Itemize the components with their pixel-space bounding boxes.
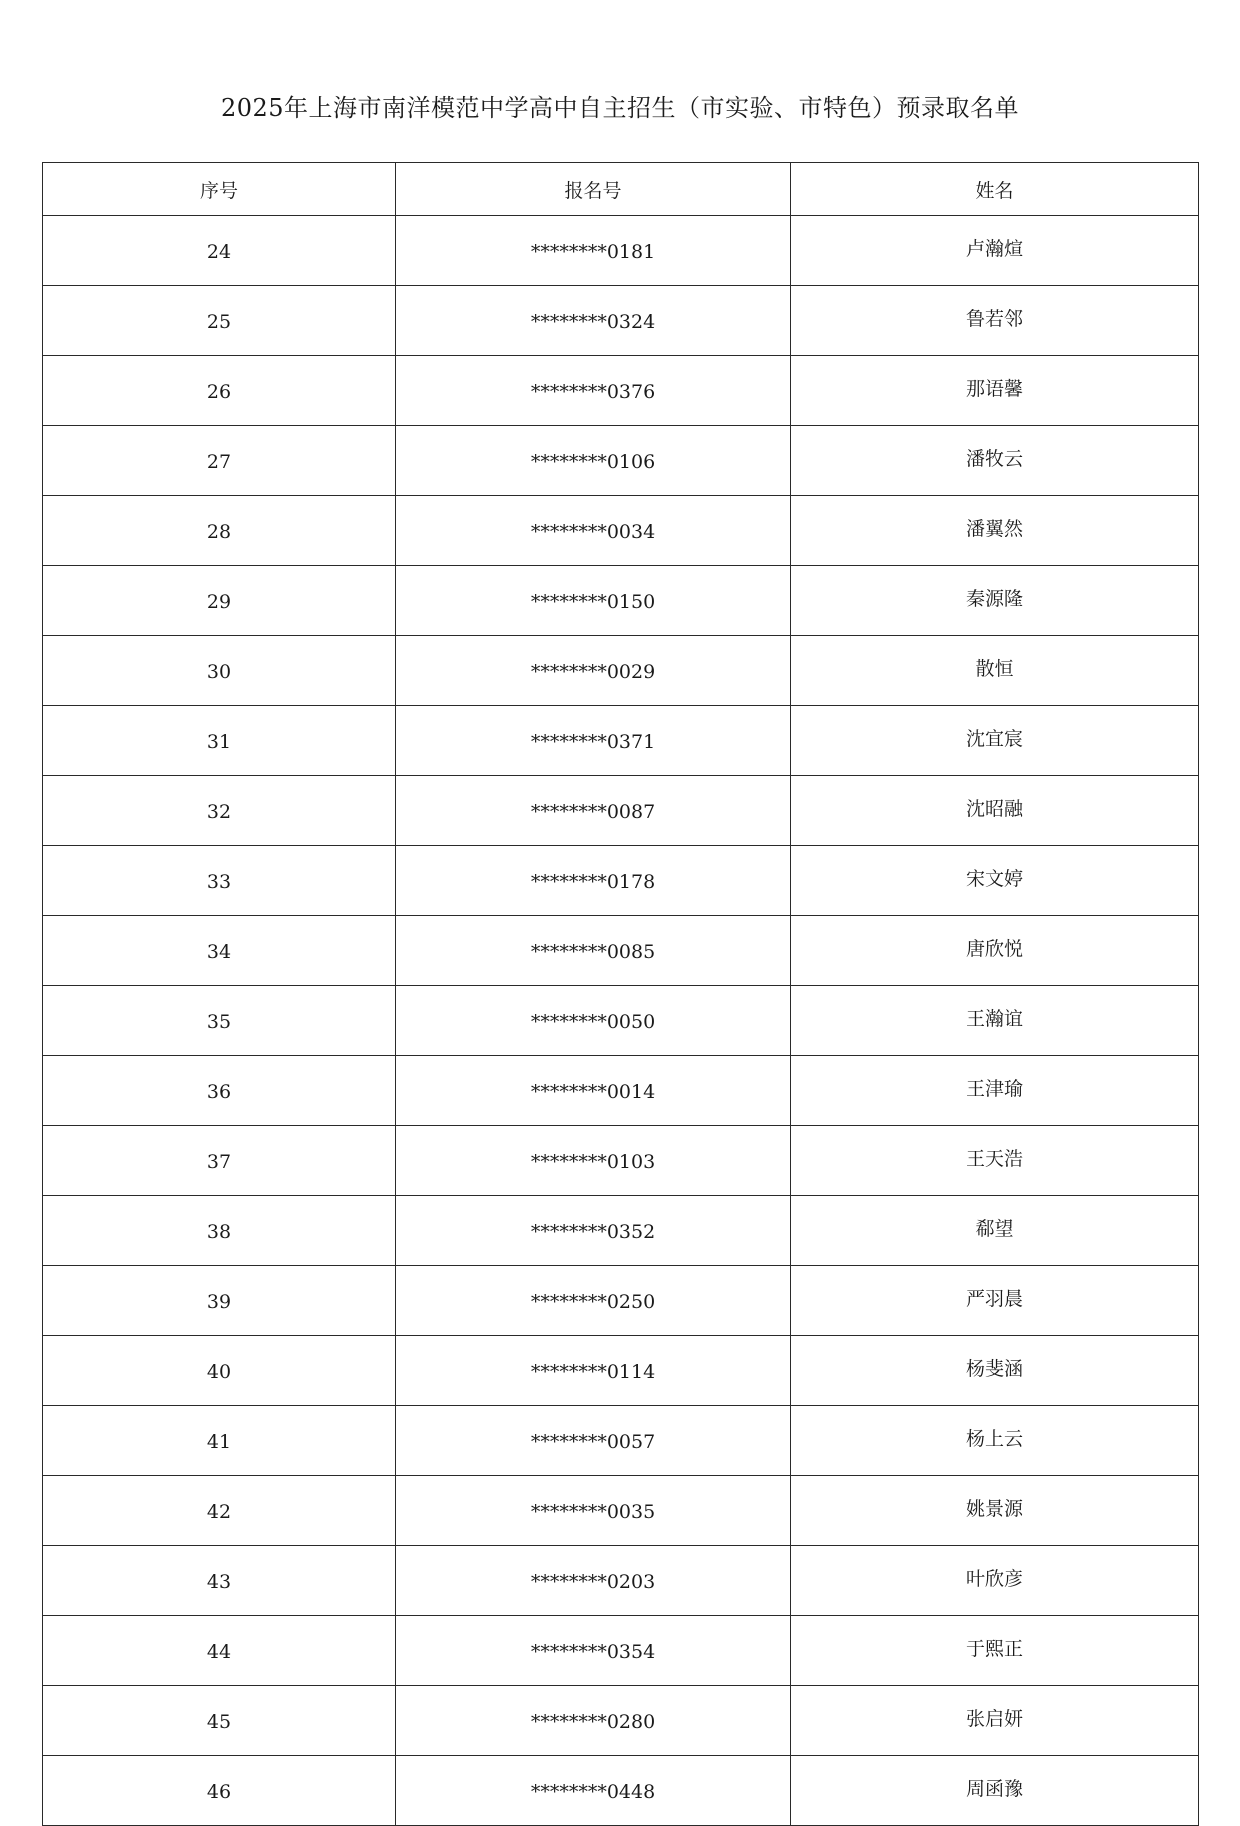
registration-number-cell: ********0035 (396, 1476, 791, 1546)
table-header-row (43, 163, 1199, 216)
serial-cell: 34 (43, 916, 396, 986)
name-cell: 唐欣悦 (791, 916, 1199, 986)
table-row (43, 706, 1199, 776)
table-row (43, 776, 1199, 846)
name-cell: 于熙正 (791, 1616, 1199, 1686)
registration-number-cell: ********0203 (396, 1546, 791, 1616)
name-cell: 沈宜宸 (791, 706, 1199, 776)
serial-cell: 38 (43, 1196, 396, 1266)
registration-number-cell: ********0181 (396, 216, 791, 286)
registration-number-cell: ********0324 (396, 286, 791, 356)
serial-cell: 32 (43, 776, 396, 846)
registration-number-cell: ********0057 (396, 1406, 791, 1476)
table-row (43, 426, 1199, 496)
serial-cell: 29 (43, 566, 396, 636)
serial-cell: 28 (43, 496, 396, 566)
table-row (43, 1476, 1199, 1546)
registration-number-cell: ********0034 (396, 496, 791, 566)
admission-list-table (42, 162, 1199, 1826)
table-row (43, 1126, 1199, 1196)
table-row (43, 566, 1199, 636)
name-cell: 卢瀚煊 (791, 216, 1199, 286)
serial-cell: 41 (43, 1406, 396, 1476)
name-cell: 叶欣彦 (791, 1546, 1199, 1616)
table-row (43, 1196, 1199, 1266)
registration-number-cell: ********0250 (396, 1266, 791, 1336)
serial-cell: 42 (43, 1476, 396, 1546)
registration-number-cell: ********0050 (396, 986, 791, 1056)
table-row (43, 636, 1199, 706)
registration-number-cell: ********0087 (396, 776, 791, 846)
name-cell: 张启妍 (791, 1686, 1199, 1756)
column-header-serial: 序号 (43, 163, 396, 216)
table-row (43, 1686, 1199, 1756)
table-row (43, 846, 1199, 916)
name-cell: 严羽晨 (791, 1266, 1199, 1336)
column-header-registration-number: 报名号 (396, 163, 791, 216)
table-row (43, 1616, 1199, 1686)
name-cell: 姚景源 (791, 1476, 1199, 1546)
registration-number-cell: ********0103 (396, 1126, 791, 1196)
table-row (43, 1406, 1199, 1476)
registration-number-cell: ********0352 (396, 1196, 791, 1266)
table-row (43, 356, 1199, 426)
serial-cell: 44 (43, 1616, 396, 1686)
registration-number-cell: ********0178 (396, 846, 791, 916)
serial-cell: 40 (43, 1336, 396, 1406)
table-row (43, 286, 1199, 356)
table-row (43, 216, 1199, 286)
name-cell: 鲁若邻 (791, 286, 1199, 356)
name-cell: 郗望 (791, 1196, 1199, 1266)
name-cell: 王瀚谊 (791, 986, 1199, 1056)
table-row (43, 1266, 1199, 1336)
name-cell: 王津瑜 (791, 1056, 1199, 1126)
document-title: 2025年上海市南洋模范中学高中自主招生（市实验、市特色）预录取名单 (220, 94, 1020, 122)
name-cell: 周函豫 (791, 1756, 1199, 1826)
name-cell: 沈昭融 (791, 776, 1199, 846)
serial-cell: 30 (43, 636, 396, 706)
name-cell: 散恒 (791, 636, 1199, 706)
registration-number-cell: ********0371 (396, 706, 791, 776)
registration-number-cell: ********0029 (396, 636, 791, 706)
name-cell: 秦源隆 (791, 566, 1199, 636)
serial-cell: 39 (43, 1266, 396, 1336)
serial-cell: 35 (43, 986, 396, 1056)
name-cell: 潘牧云 (791, 426, 1199, 496)
serial-cell: 37 (43, 1126, 396, 1196)
registration-number-cell: ********0014 (396, 1056, 791, 1126)
table-row (43, 1336, 1199, 1406)
registration-number-cell: ********0280 (396, 1686, 791, 1756)
name-cell: 那语馨 (791, 356, 1199, 426)
serial-cell: 33 (43, 846, 396, 916)
registration-number-cell: ********0448 (396, 1756, 791, 1826)
table-row (43, 1056, 1199, 1126)
serial-cell: 26 (43, 356, 396, 426)
serial-cell: 24 (43, 216, 396, 286)
serial-cell: 46 (43, 1756, 396, 1826)
name-cell: 杨斐涵 (791, 1336, 1199, 1406)
registration-number-cell: ********0354 (396, 1616, 791, 1686)
serial-cell: 31 (43, 706, 396, 776)
registration-number-cell: ********0114 (396, 1336, 791, 1406)
registration-number-cell: ********0085 (396, 916, 791, 986)
table-row (43, 916, 1199, 986)
serial-cell: 43 (43, 1546, 396, 1616)
serial-cell: 36 (43, 1056, 396, 1126)
registration-number-cell: ********0150 (396, 566, 791, 636)
serial-cell: 25 (43, 286, 396, 356)
serial-cell: 45 (43, 1686, 396, 1756)
table-row (43, 1756, 1199, 1826)
name-cell: 王天浩 (791, 1126, 1199, 1196)
serial-cell: 27 (43, 426, 396, 496)
name-cell: 宋文婷 (791, 846, 1199, 916)
registration-number-cell: ********0376 (396, 356, 791, 426)
table-row (43, 496, 1199, 566)
column-header-name: 姓名 (791, 163, 1199, 216)
name-cell: 杨上云 (791, 1406, 1199, 1476)
table-row (43, 1546, 1199, 1616)
name-cell: 潘翼然 (791, 496, 1199, 566)
registration-number-cell: ********0106 (396, 426, 791, 496)
table-body (43, 216, 1199, 1826)
table-row (43, 986, 1199, 1056)
